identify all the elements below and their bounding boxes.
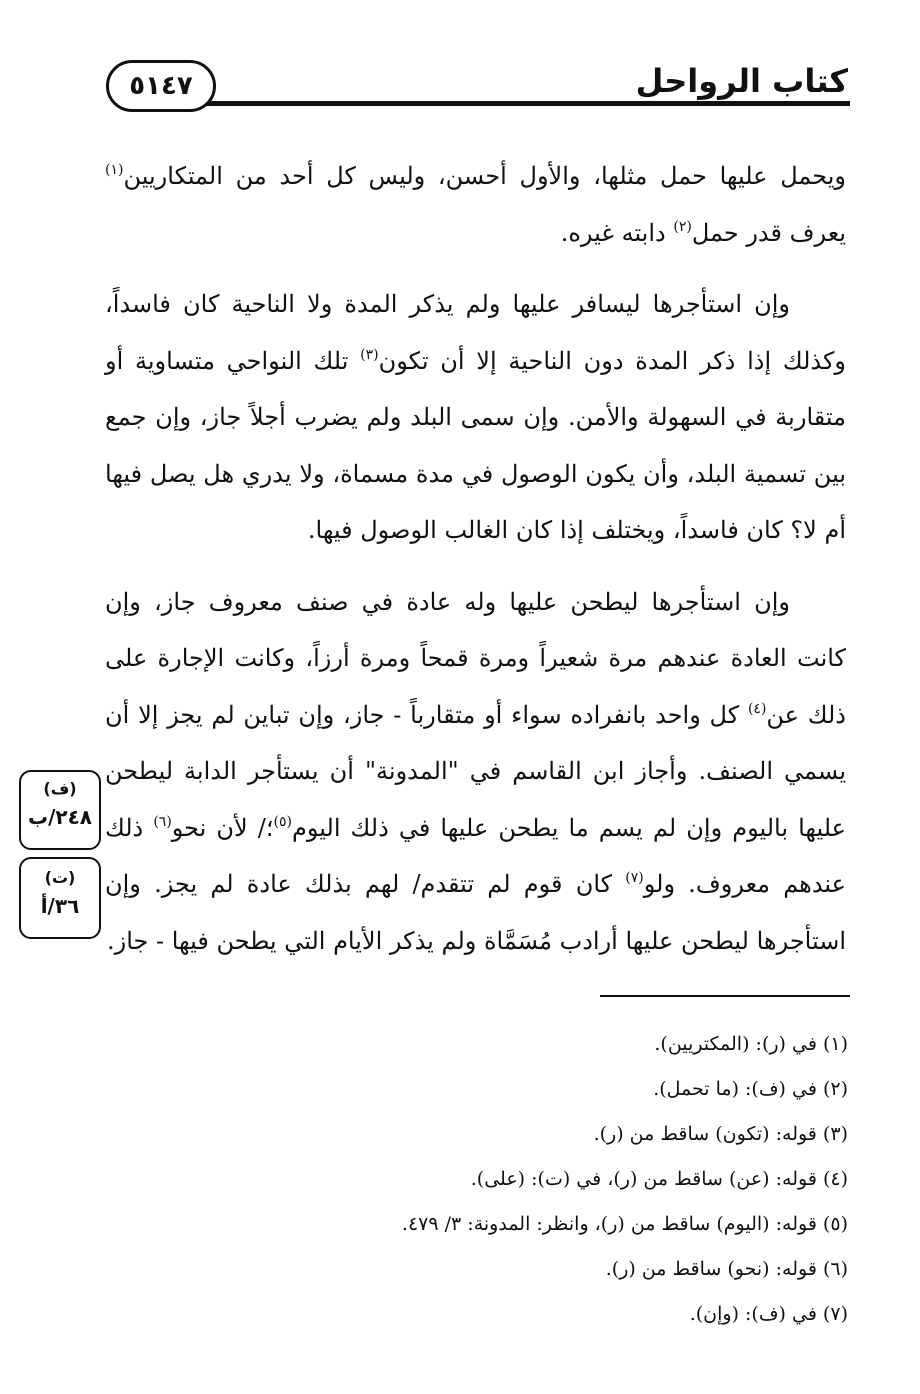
paragraph — [105, 276, 846, 559]
text-run: تلك النواحي متساوية أو متقاربة في السهولة والأمن. وإن سمى البلد ولم يضرب أجلاً جاز، وإن جمع بين تسمية البلد، وأن يكون الوصول في مدة مسماة، ولا يدري هل يصل فيها أم لا؟ كان فاسداً، ويختلف إذا كان الغالب الوصول فيها. — [105, 346, 846, 544]
margin-reference-tag: (ف) — [43, 779, 77, 798]
main-text — [105, 148, 846, 969]
footnote-ref: (٣) — [360, 346, 379, 363]
text-run: ؛/ لأن نحو — [171, 813, 274, 842]
text-run: وإن استأجرها ليطحن عليها وله عادة في صنف معروف جاز، وإن كانت العادة عندهم مرة شعيراً ومرة قمحاً ومرة أرزاً، وكانت الإجارة على ذلك عن — [105, 587, 846, 729]
footnote-ref: (٢) — [673, 218, 692, 235]
footnote-ref: (٥) — [273, 813, 292, 830]
footnote: (٢) في (ف): (ما تحمل). — [653, 1078, 848, 1100]
book-title: كتاب الرواحل — [635, 62, 848, 100]
footnote-ref: (٦) — [153, 813, 172, 830]
margin-reference-tag: (ت) — [44, 868, 76, 887]
text-run: ذلك عندهم معروف. ولو — [105, 813, 846, 898]
text-run: ويحمل عليها حمل مثلها، والأول أحسن، وليس كل أحد من المتكاريين — [123, 162, 846, 190]
footnote: (٤) قوله: (عن) ساقط من (ر)، في (ت): (على). — [470, 1168, 848, 1190]
footnote: (٦) قوله: (نحو) ساقط من (ر). — [605, 1258, 848, 1280]
footnote: (٥) قوله: (اليوم) ساقط من (ر)، وانظر: المدونة: ٣/ ٤٧٩. — [401, 1213, 848, 1235]
footnotes — [88, 1022, 848, 1337]
margin-reference-value: ٣٦/أ — [40, 894, 80, 918]
margin-reference-value: ٢٤٨/ب — [27, 805, 93, 829]
paragraph — [105, 574, 846, 970]
footnote: (٧) في (ف): (وإن). — [689, 1303, 848, 1325]
page-number: ٥١٤٧ — [129, 71, 193, 101]
paragraph — [105, 148, 846, 261]
footnote: (٣) قوله: (تكون) ساقط من (ر). — [593, 1123, 848, 1145]
header-divider — [205, 101, 850, 106]
footnote-ref: (٧) — [625, 870, 644, 886]
footnote-ref: (٤) — [747, 700, 767, 717]
margin-reference-f — [19, 770, 101, 850]
footnote: (١) في (ر): (المكتريين). — [654, 1033, 848, 1055]
footnote-ref: (١) — [105, 162, 124, 178]
margin-reference-t — [19, 857, 101, 939]
text-run: دابته غيره. — [560, 218, 674, 247]
text-run: يعرف قدر حمل — [691, 218, 846, 247]
text-run: كل واحد بانفراده سواء أو متقارباً - جاز، وإن تباين لم يجز إلا أن يسمي الصنف. وأجاز ابن القاسم في "المدونة" أن يستأجر الدابة ليطحن عليها باليوم وإن لم يسم ما يطحن عليها في ذلك اليوم — [105, 700, 847, 842]
page-number-badge — [106, 60, 216, 112]
text-run: كان قوم لم تتقدم/ لهم بذلك عادة لم يجز. وإن استأجرها ليطحن عليها أرادب مُسَمَّاة ولم يذكر الأيام التي يطحن فيها - جاز. — [105, 870, 846, 955]
footnote-divider — [600, 995, 850, 997]
text-run: وإن استأجرها ليسافر عليها ولم يذكر المدة ولا الناحية كان فاسداً، وكذلك إذا ذكر المدة دون الناحية إلا أن تكون — [105, 290, 846, 375]
